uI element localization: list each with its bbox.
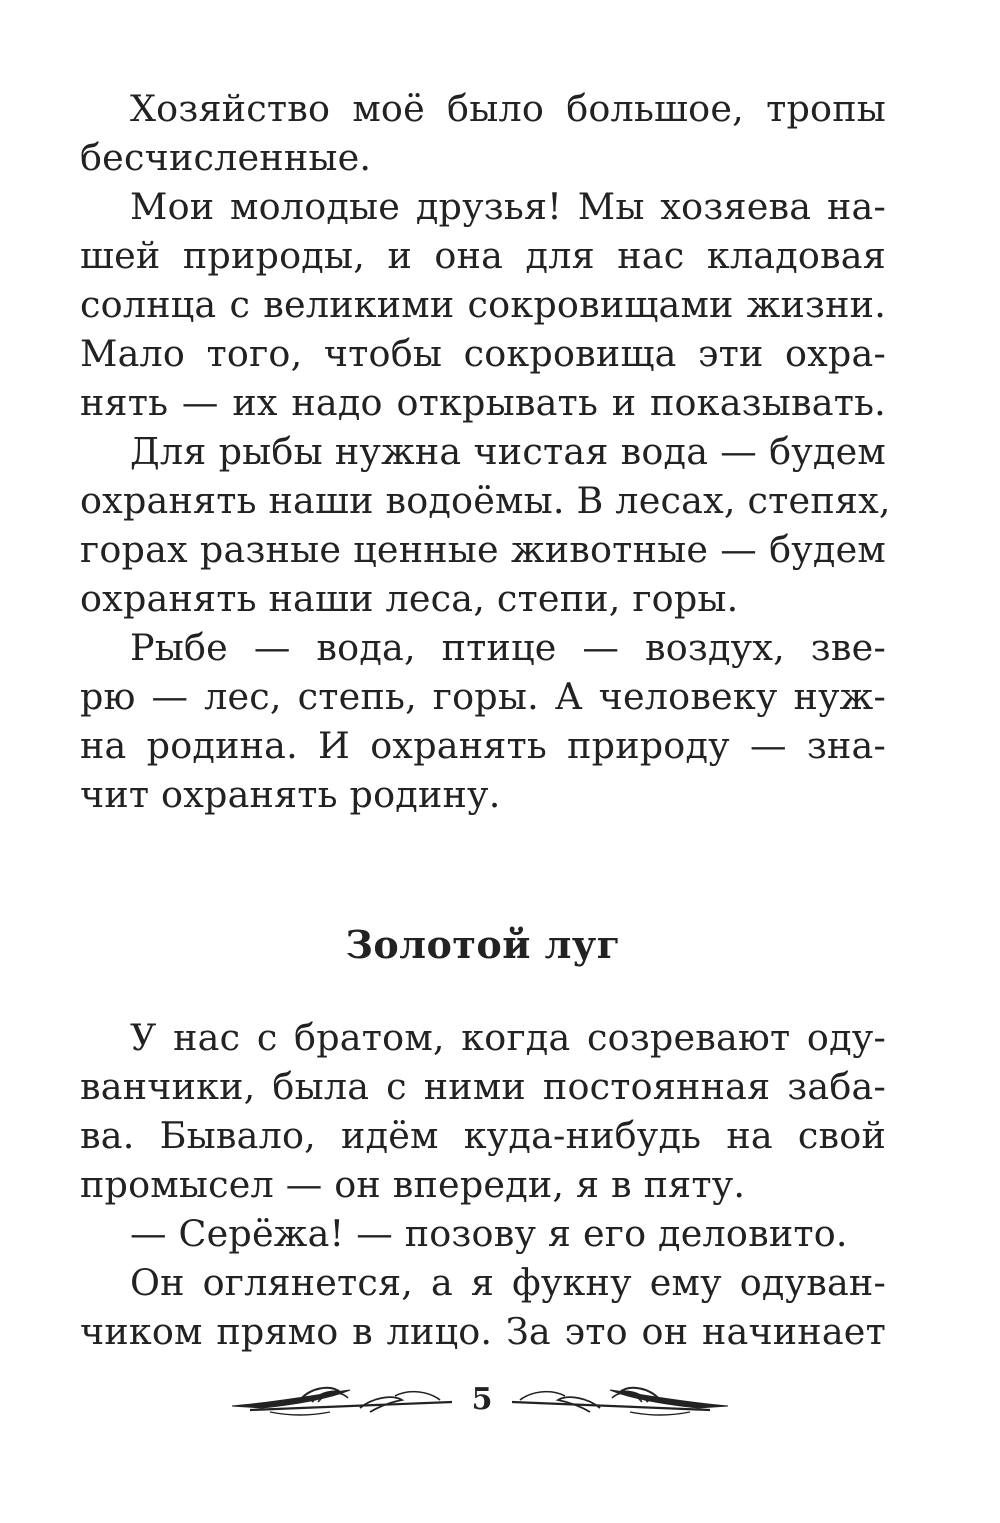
text-line: бесчисленные. <box>80 136 372 179</box>
text-line: на родина. И охранять природу — зна- <box>80 724 886 767</box>
text-line: охранять наши леса, степи, горы. <box>80 577 739 620</box>
text-line: рю — лес, степь, горы. А человеку нуж- <box>80 675 886 718</box>
text-line: ва. Бывало, идём куда-нибудь на свой <box>80 1114 886 1157</box>
text-line: Хозяйство моё было большое, тропы <box>130 87 886 130</box>
text-line: — Серёжа! — позову я его деловито. <box>130 1212 848 1255</box>
paragraph <box>80 623 886 819</box>
section-spacer <box>80 819 886 915</box>
text-line: ванчики, была с ними постоянная заба- <box>80 1065 886 1108</box>
paragraph <box>80 84 886 182</box>
paragraph <box>80 1209 886 1258</box>
page-number: 5 <box>471 1382 493 1417</box>
text-line: У нас с братом, когда созревают оду- <box>130 1016 886 1059</box>
text-line: чит охранять родину. <box>80 773 501 816</box>
text-line: Рыбе — вода, птице — воздух, зве- <box>130 626 886 669</box>
text-line: нять — их надо открывать и показывать. <box>80 381 886 424</box>
ornament-flourish-icon <box>232 1388 452 1415</box>
text-line: шей природы, и она для нас кладовая <box>80 234 886 277</box>
text-line: чиком прямо в лицо. За это он начинает <box>80 1310 886 1353</box>
text-line: Мало того, чтобы сокровища эти охра- <box>80 332 886 375</box>
page-body <box>80 84 891 1356</box>
section-title: Золотой луг <box>345 922 621 967</box>
text-line: Мои молодые друзья! Мы хозяева на- <box>130 185 886 228</box>
paragraph <box>80 1258 886 1356</box>
paragraph <box>80 427 891 623</box>
paragraph <box>80 1013 886 1209</box>
paragraph <box>80 182 886 427</box>
text-line: Для рыбы нужна чистая вода — будем <box>130 430 886 473</box>
ornament-flourish-icon <box>512 1388 728 1415</box>
text-line: Он оглянется, а я фукну ему одуван- <box>130 1261 886 1304</box>
page-footer <box>0 1372 1000 1432</box>
text-line: горах разные ценные животные — будем <box>80 528 886 571</box>
text-line: солнца с великими сокровищами жизни. <box>80 283 886 326</box>
text-line: промысел — он впереди, я в пяту. <box>80 1163 746 1206</box>
text-line: охранять наши водоёмы. В лесах, степях, <box>80 479 891 522</box>
